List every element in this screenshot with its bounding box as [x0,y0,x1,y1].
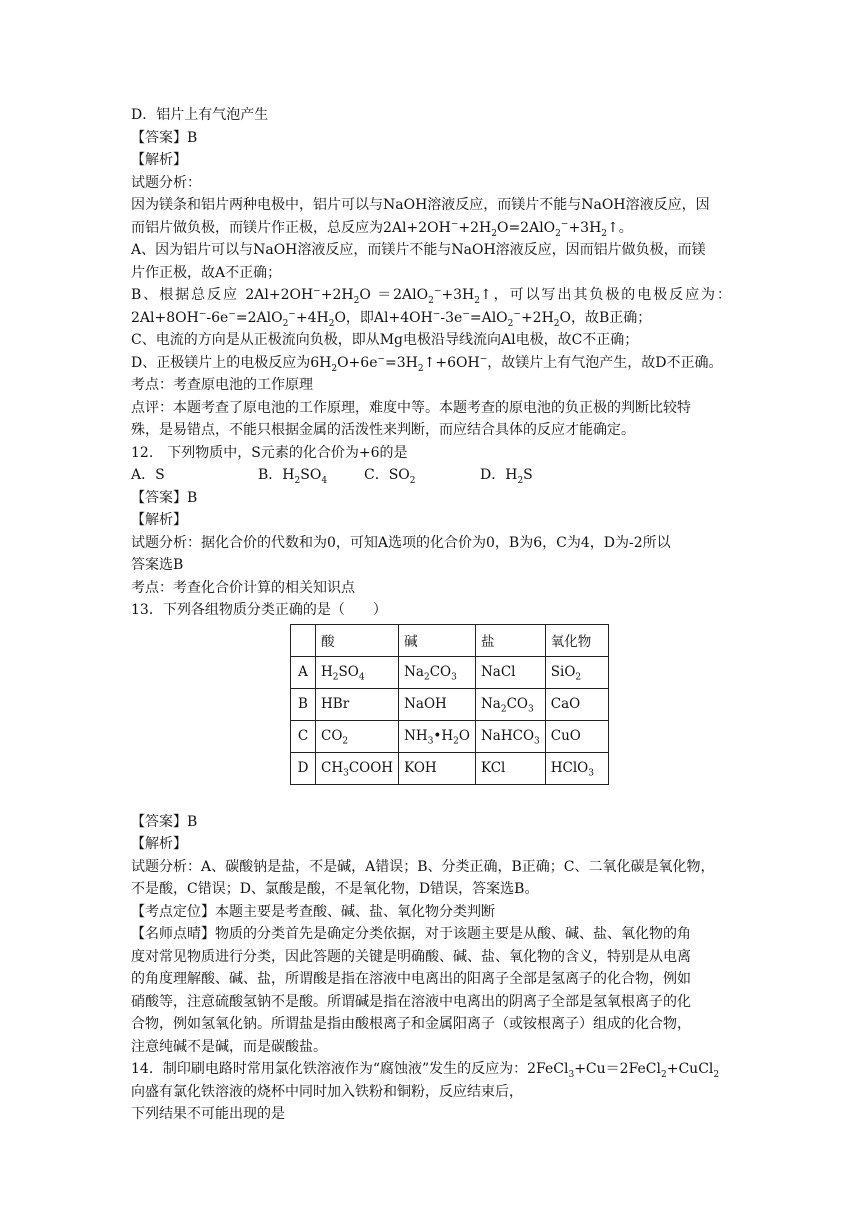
table-header-row [291,624,609,656]
table-header-cell: 盐 [475,624,545,656]
q11-kaodian: 考点：考查原电池的工作原理 [131,377,313,393]
q12-options [131,464,731,487]
table-cell: $Na_2CO_3$ [475,688,545,720]
q12-option-b: B．$H_2SO_4$ [258,467,328,486]
q13-tips-line6: 注意纯碱不是碱，而是碳酸盐。 [131,1038,327,1055]
table-header-cell: 碱 [399,624,476,656]
q11-option-d: D．铝片上有气泡产生 [131,107,269,123]
q12-analysis-line2: 答案选B [131,557,184,573]
q13-tips-line4: 硝酸等，注意硫酸氢钠不是酸。所谓碱是指在溶液中电离出的阴离子全部是氢氧根离子的化 [131,993,691,1010]
table-cell: CuO [545,720,608,752]
table-cell: $NH_3•H_2O$ [399,720,476,752]
q11-para1-line2: 而铝片做负极，而镁片作正极，总反应为$2Al+2OH^-+2H_2O=2AlO_2^-+3H_2↑$。 [131,218,633,239]
table-cell: SiO$_2$ [545,656,608,688]
table-cell: HClO$_3$ [545,752,608,784]
q12-stem: 12. 下列物质中，S元素的化合价为+6的是 [131,444,408,461]
table-row [291,720,609,752]
q12-analysis-label: 【解析】 [131,512,187,528]
q13-analysis-line2: 不是酸，C错误；D、氯酸是酸，不是氧化物，D错误，答案选B。 [131,881,539,897]
q13-tips-line5: 合物，例如氢氧化钠。所谓盐是指由酸根离子和金属阳离子（或铵根离子）组成的化合物， [131,1016,691,1032]
table-cell: A [291,656,316,688]
table-cell: NaOH [399,688,476,720]
q11-paraC: C、电流的方向是从正极流向负极，即从Mg电极沿导线流向Al电极，故C不正确； [131,332,639,348]
q13-stem: 13．下列各组物质分类正确的是（ ） [131,602,387,618]
q11-paraA-line2: 片作正极，故A不正确； [131,264,282,281]
classification-table [290,624,609,785]
q13-kaodian-locate: 【考点定位】本题主要是考查酸、碱、盐、氧化物分类判断 [131,903,495,920]
q12-analysis-line1: 试题分析：据化合价的代数和为0，可知A选项的化合价为0，B为6，C为4，D为-2所以 [131,534,671,551]
table-header-cell [291,624,316,656]
q11-answer: 【答案】B [131,129,198,146]
table-row [291,688,609,720]
table-cell: HBr [316,688,399,720]
table-cell: $Na_2CO_3$ [399,656,476,688]
q11-analysis-intro: 试题分析： [131,174,201,191]
q13-analysis-line1: 试题分析：A、碳酸钠是盐，不是碱，A错误；B、分类正确，B正确；C、二氧化碳是氧化物， [131,858,715,875]
table-cell: C [291,720,316,752]
q12-option-d: D．$H_2S$ [480,467,533,486]
q13-tips-line3: 的角度理解酸、碱、盐，所谓酸是指在溶液中电离出的阳离子全部是氢离子的化合物，例如 [131,971,691,987]
q11-paraB-line2: $2Al+8OH^--6e^-=2AlO_2^-+4H_2O$，即$Al+4OH^--3e^-=AlO_2^-+2H_2O$，故B正确； [131,308,652,329]
table-cell: B [291,688,316,720]
q13-tips-line1: 【名师点晴】物质的分类首先是确定分类依据，对于该题主要是从酸、碱、盐、氧化物的角 [131,926,691,942]
table-row [291,752,609,784]
table-cell: CaO [545,688,608,720]
q13-tips-line2: 度对常见物质进行分类，因此答题的关键是明确酸、碱、盐、氧化物的含义，特别是从电离 [131,948,691,965]
table-cell: KOH [399,752,476,784]
q11-comment-line2: 殊，是易错点，不能只根据金属的活泼性来判断，而应结合具体的反应才能确定。 [131,422,635,438]
q14-stem-line1: 14．制印刷电路时常用氯化铁溶液作为“腐蚀液”发生的反应为：2FeCl$_3$+Cu＝2FeCl$_2$+CuCl$_2$ [131,1061,720,1080]
table-cell: $CH_3COOH$ [316,752,399,784]
table-header-cell: 酸 [316,624,399,656]
q12-option-a: A．S [131,467,165,483]
q11-analysis-label: 【解析】 [131,152,187,168]
table-cell: KCl [475,752,545,784]
q11-para1-line1: 因为镁条和铝片两种电极中，铝片可以与NaOH溶液反应，而镁片不能与NaOH溶液反应，因 [131,197,710,213]
q11-paraB-line1: B、根据总反应 $2Al+2OH^-+2H_2O$ $=2AlO_2^-+3H_2↑$，可以写出其负极的电极反应为： [131,286,731,306]
q13-analysis-label: 【解析】 [131,836,187,852]
document-page [131,104,731,1126]
table-cell: $CO_2$ [316,720,399,752]
q12-option-c: C．$SO_2$ [364,467,416,486]
q11-paraA-line1: A、因为铝片可以与NaOH溶液反应，而镁片不能与NaOH溶液反应，因而铝片做负极，而镁 [131,242,706,258]
table-header-cell: 氧化物 [545,624,608,656]
table-cell: NaCl [475,656,545,688]
q12-kaodian: 考点：考查化合价计算的相关知识点 [131,579,355,596]
table-cell: D [291,752,316,784]
q12-answer: 【答案】B [131,489,198,506]
table-row [291,656,609,688]
q14-stem-line3: 下列结果不可能出现的是 [131,1106,285,1122]
q13-answer: 【答案】B [131,813,198,830]
table-cell: NaHCO$_3$ [475,720,545,752]
q11-comment-line1: 点评：本题考查了原电池的工作原理，难度中等。本题考查的原电池的负正极的判断比较特 [131,399,691,416]
q14-stem-line2: 向盛有氯化铁溶液的烧杯中同时加入铁粉和铜粉，反应结束后， [131,1083,523,1100]
table-cell: $H_2SO_4$ [316,656,399,688]
q11-paraD: D、正极镁片上的电极反应为$6H_2O+6e^-=3H_2↑+6OH^-$，故镁片上有气泡产生，故D不正确。 [131,353,723,374]
